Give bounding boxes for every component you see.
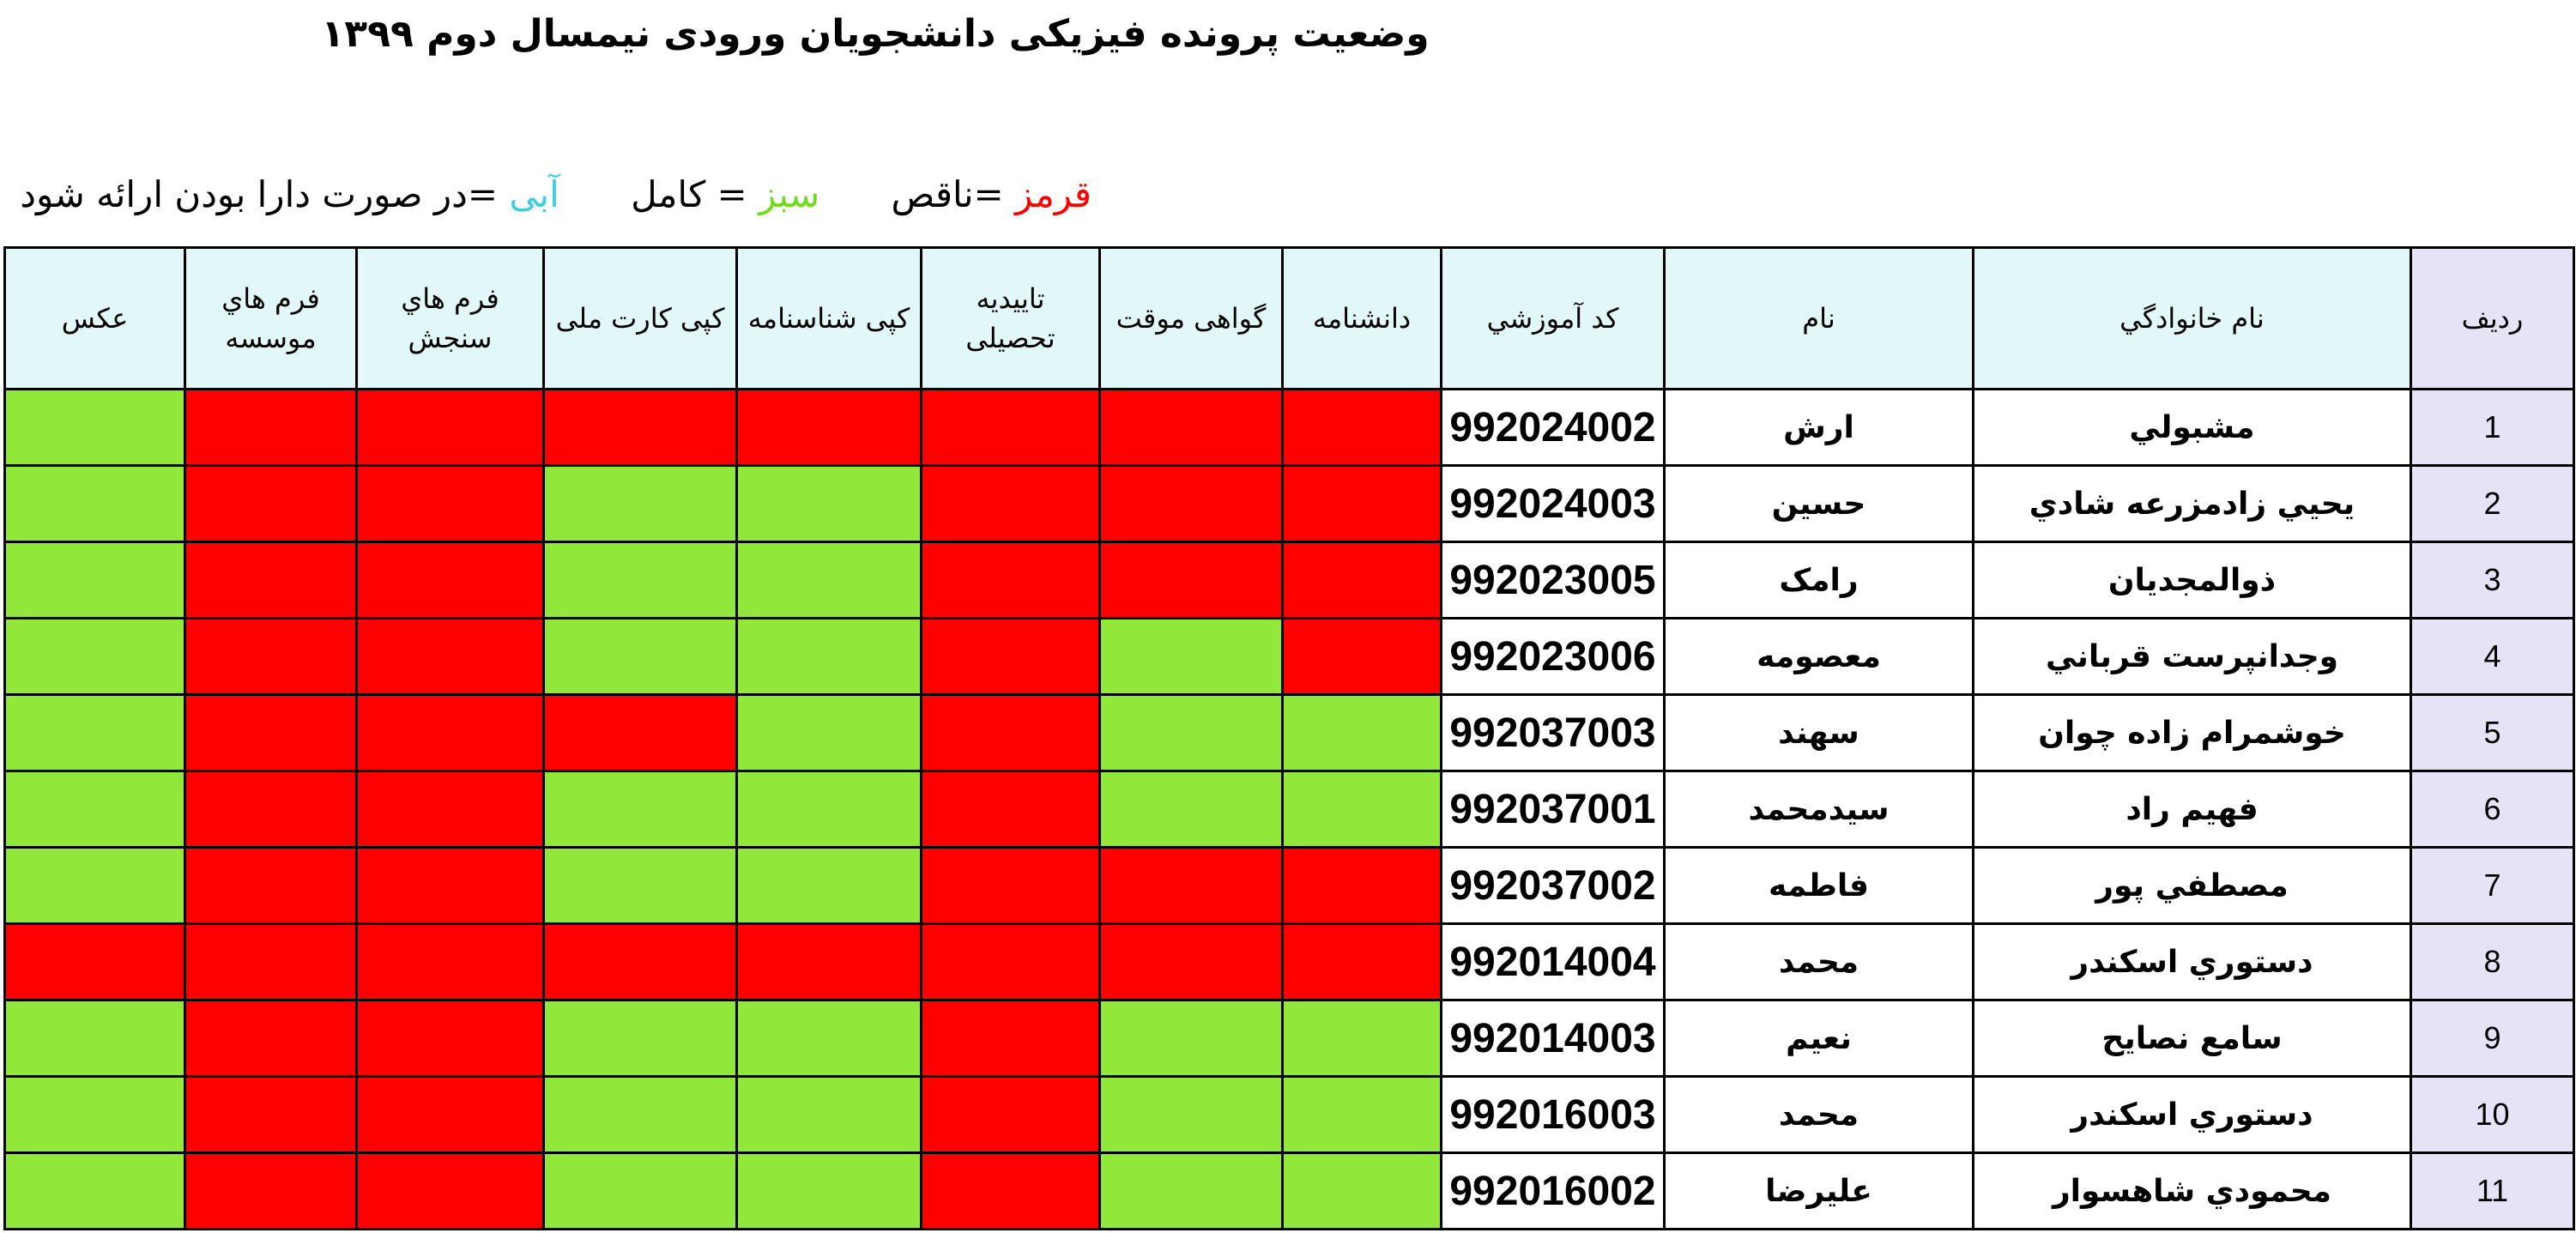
status-cell-institute-forms [185,542,357,619]
status-cell-birth-certificate [737,1077,922,1153]
col-name-header: نام [1665,248,1974,390]
status-cell-photo [5,771,185,848]
status-cell-national-card [544,1000,737,1077]
status-cell-diploma [1283,1077,1442,1153]
table-row [5,1000,2574,1077]
row-number-cell: 5 [2411,695,2574,771]
legend-green-word: سبز [759,173,820,215]
status-cell-national-card [544,619,737,695]
legend-red-word: قرمز [1015,173,1091,215]
status-cell-assessment-forms [357,466,544,542]
status-cell-diploma [1283,1153,1442,1230]
student-code-cell: 992023005 [1442,542,1665,619]
status-cell-assessment-forms [357,848,544,924]
status-cell-assessment-forms [357,771,544,848]
col-assessment-forms-header: فرم هاي سنجش [357,248,544,390]
row-number-cell: 11 [2411,1153,2574,1230]
first-name-cell: سيدمحمد [1665,771,1974,848]
status-cell-national-card [544,1077,737,1153]
first-name-cell: معصومه [1665,619,1974,695]
status-cell-education-verification [922,848,1100,924]
status-cell-birth-certificate [737,542,922,619]
status-cell-temporary-certificate [1100,924,1283,1000]
col-education-verification-header: تاییدیه تحصیلی [922,248,1100,390]
student-code-cell: 992037001 [1442,771,1665,848]
status-cell-birth-certificate [737,1000,922,1077]
status-cell-education-verification [922,542,1100,619]
col-national-card-header: کپی کارت ملی [544,248,737,390]
status-cell-diploma [1283,924,1442,1000]
row-number-cell: 8 [2411,924,2574,1000]
status-cell-institute-forms [185,1153,357,1230]
family-name-cell: دستوري اسكندر [1974,1077,2411,1153]
status-cell-education-verification [922,924,1100,1000]
status-cell-temporary-certificate [1100,390,1283,466]
legend-blue-word: آبی [509,173,559,215]
status-cell-birth-certificate [737,390,922,466]
family-name-cell: وجدانپرست قرباني [1974,619,2411,695]
col-institute-forms-header: فرم هاي موسسه [185,248,357,390]
row-number-cell: 10 [2411,1077,2574,1153]
status-cell-photo [5,1000,185,1077]
status-cell-assessment-forms [357,1077,544,1153]
family-name-cell: ذوالمجديان [1974,542,2411,619]
status-cell-diploma [1283,848,1442,924]
first-name-cell: ارش [1665,390,1974,466]
status-cell-institute-forms [185,1077,357,1153]
family-name-cell: خوشمرام زاده چوان [1974,695,2411,771]
table-header-row [5,248,2574,390]
family-name-cell: فهيم راد [1974,771,2411,848]
status-cell-birth-certificate [737,1153,922,1230]
table-row [5,1153,2574,1230]
status-cell-education-verification [922,771,1100,848]
col-birth-certificate-header: کپی شناسنامه [737,248,922,390]
family-name-cell: مصطفي پور [1974,848,2411,924]
table-body [5,390,2574,1230]
student-code-cell: 992023006 [1442,619,1665,695]
first-name-cell: رامک [1665,542,1974,619]
first-name-cell: عليرضا [1665,1153,1974,1230]
status-cell-education-verification [922,466,1100,542]
status-cell-education-verification [922,1000,1100,1077]
status-cell-photo [5,1077,185,1153]
student-code-cell: 992024002 [1442,390,1665,466]
legend-red [892,173,1091,215]
row-number-cell: 9 [2411,1000,2574,1077]
table-row [5,924,2574,1000]
first-name-cell: فاطمه [1665,848,1974,924]
table-row [5,466,2574,542]
color-legend [20,173,1091,215]
row-number-cell: 7 [2411,848,2574,924]
table-row [5,1077,2574,1153]
student-code-cell: 992037003 [1442,695,1665,771]
status-cell-photo [5,924,185,1000]
status-cell-diploma [1283,466,1442,542]
status-cell-temporary-certificate [1100,466,1283,542]
status-cell-institute-forms [185,466,357,542]
student-code-cell: 992016002 [1442,1153,1665,1230]
status-cell-diploma [1283,542,1442,619]
family-name-cell: دستوري اسكندر [1974,924,2411,1000]
status-cell-birth-certificate [737,619,922,695]
status-cell-birth-certificate [737,466,922,542]
status-cell-national-card [544,924,737,1000]
status-cell-diploma [1283,771,1442,848]
status-cell-photo [5,848,185,924]
row-number-cell: 4 [2411,619,2574,695]
col-temporary-certificate-header: گواهی موقت [1100,248,1283,390]
status-cell-assessment-forms [357,1000,544,1077]
status-cell-institute-forms [185,848,357,924]
status-cell-temporary-certificate [1100,542,1283,619]
table-row [5,848,2574,924]
family-name-cell: يحيي زادمزرعه شادي [1974,466,2411,542]
row-number-cell: 2 [2411,466,2574,542]
status-cell-temporary-certificate [1100,848,1283,924]
status-cell-photo [5,390,185,466]
table-row [5,695,2574,771]
status-cell-assessment-forms [357,619,544,695]
col-photo-header: عکس [5,248,185,390]
status-cell-photo [5,1153,185,1230]
legend-green [631,173,819,215]
status-cell-institute-forms [185,771,357,848]
status-cell-national-card [544,466,737,542]
status-cell-education-verification [922,619,1100,695]
row-number-cell: 6 [2411,771,2574,848]
status-cell-institute-forms [185,924,357,1000]
row-number-cell: 1 [2411,390,2574,466]
table-row [5,542,2574,619]
col-row-header: رديف [2411,248,2574,390]
status-cell-birth-certificate [737,771,922,848]
status-cell-diploma [1283,1000,1442,1077]
status-cell-diploma [1283,619,1442,695]
status-cell-institute-forms [185,1000,357,1077]
status-cell-education-verification [922,695,1100,771]
first-name-cell: محمد [1665,1077,1974,1153]
family-name-cell: مشبولي [1974,390,2411,466]
first-name-cell: محمد [1665,924,1974,1000]
first-name-cell: نعيم [1665,1000,1974,1077]
status-cell-birth-certificate [737,848,922,924]
family-name-cell: سامع نصايح [1974,1000,2411,1077]
legend-green-meaning: = کامل [631,173,759,215]
status-cell-education-verification [922,1153,1100,1230]
family-name-cell: محمودي شاهسوار [1974,1153,2411,1230]
status-cell-photo [5,619,185,695]
status-cell-photo [5,542,185,619]
status-cell-national-card [544,1153,737,1230]
status-cell-assessment-forms [357,924,544,1000]
legend-blue-meaning: =در صورت دارا بودن ارائه شود [20,173,510,215]
table-row [5,771,2574,848]
status-cell-birth-certificate [737,695,922,771]
status-cell-national-card [544,771,737,848]
status-cell-temporary-certificate [1100,695,1283,771]
legend-blue [20,173,559,215]
status-cell-assessment-forms [357,695,544,771]
status-cell-temporary-certificate [1100,1077,1283,1153]
student-code-cell: 992037002 [1442,848,1665,924]
col-family-header: نام خانوادگي [1974,248,2411,390]
status-cell-institute-forms [185,390,357,466]
first-name-cell: حسين [1665,466,1974,542]
col-diploma-header: دانشنامه [1283,248,1442,390]
status-cell-photo [5,466,185,542]
student-code-cell: 992014004 [1442,924,1665,1000]
status-cell-assessment-forms [357,390,544,466]
status-cell-diploma [1283,695,1442,771]
page-title: وضعیت پرونده فیزیکی دانشجویان ورودی نیمسال دوم ۱۳۹۹ [321,12,1430,56]
legend-red-meaning: =ناقص [891,173,1016,215]
status-cell-assessment-forms [357,1153,544,1230]
status-cell-diploma [1283,390,1442,466]
status-cell-national-card [544,390,737,466]
row-number-cell: 3 [2411,542,2574,619]
status-cell-birth-certificate [737,924,922,1000]
status-cell-institute-forms [185,695,357,771]
student-code-cell: 992016003 [1442,1077,1665,1153]
status-cell-temporary-certificate [1100,1153,1283,1230]
student-code-cell: 992014003 [1442,1000,1665,1077]
status-cell-temporary-certificate [1100,771,1283,848]
status-cell-institute-forms [185,619,357,695]
status-cell-temporary-certificate [1100,619,1283,695]
status-cell-national-card [544,848,737,924]
status-cell-assessment-forms [357,542,544,619]
status-cell-national-card [544,542,737,619]
table-row [5,390,2574,466]
col-code-header: كد آموزشي [1442,248,1665,390]
document-status-table [3,246,2575,1230]
status-cell-education-verification [922,390,1100,466]
status-cell-photo [5,695,185,771]
student-code-cell: 992024003 [1442,466,1665,542]
status-cell-national-card [544,695,737,771]
first-name-cell: سهند [1665,695,1974,771]
table-row [5,619,2574,695]
status-cell-education-verification [922,1077,1100,1153]
status-cell-temporary-certificate [1100,1000,1283,1077]
